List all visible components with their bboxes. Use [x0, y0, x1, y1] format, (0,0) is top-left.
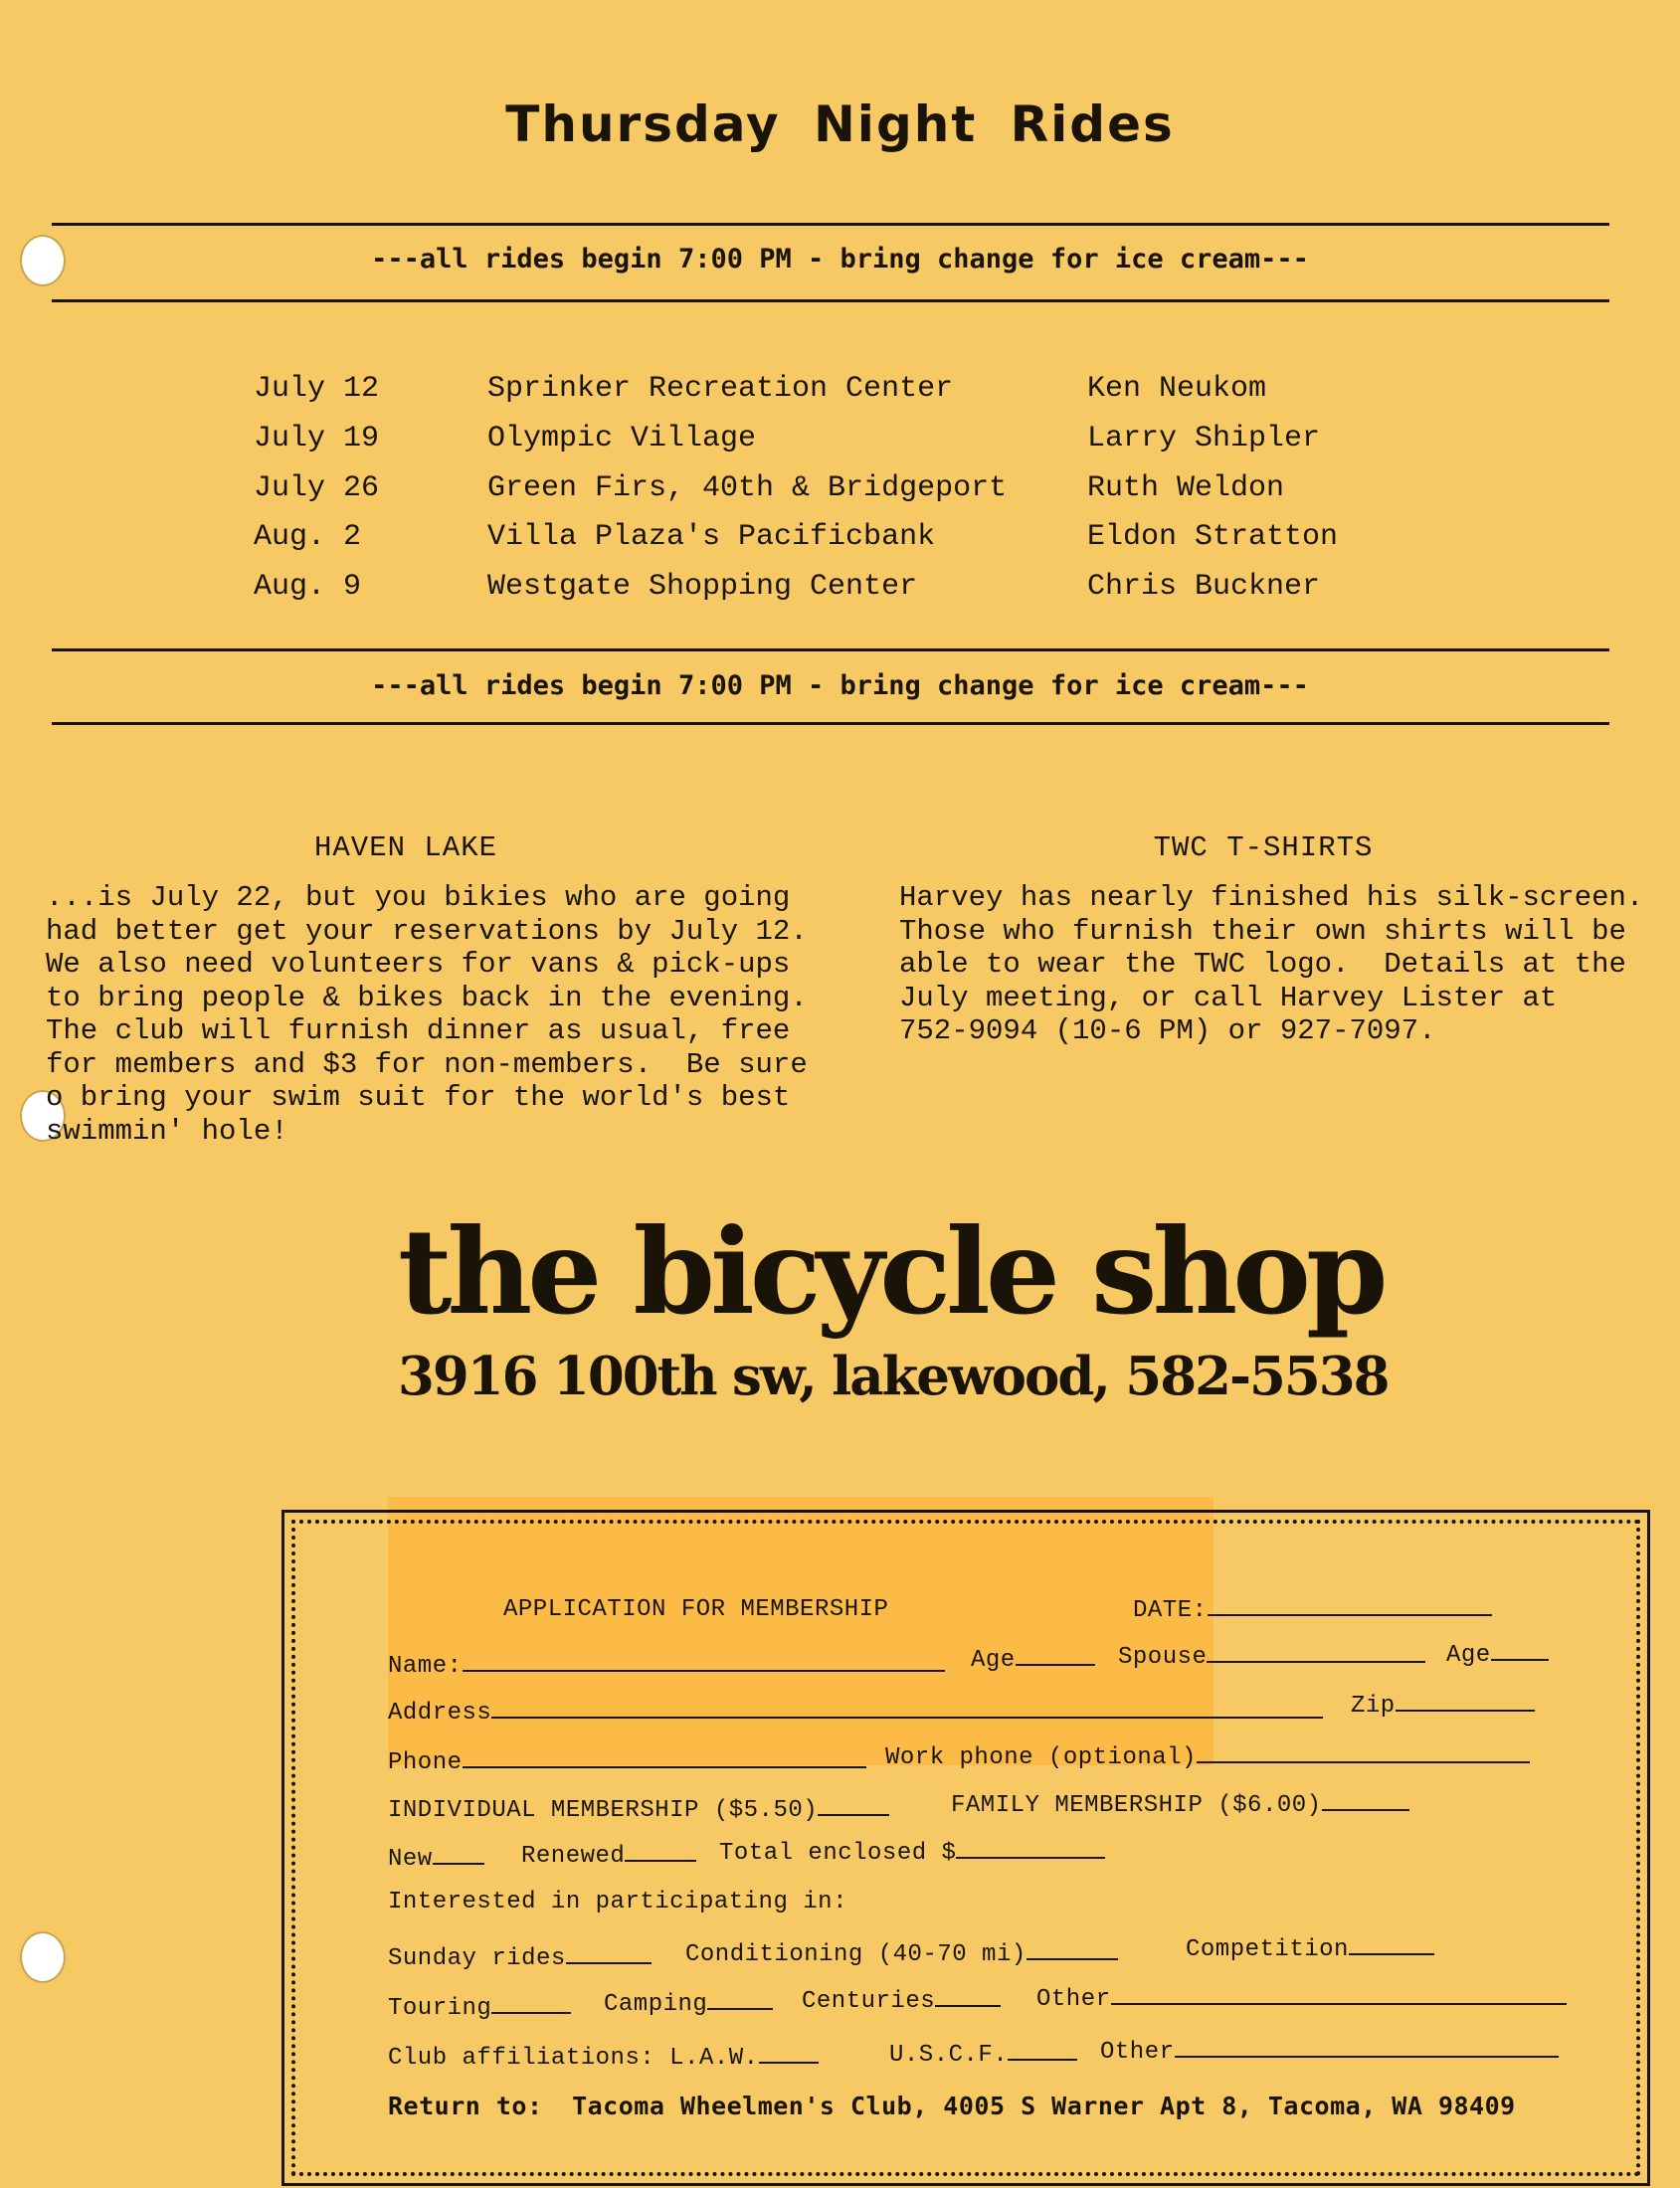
ride-date: July 26 — [254, 471, 380, 505]
return-label: Return to: — [388, 2092, 543, 2120]
spouse-label: Spouse — [1118, 1644, 1208, 1671]
date-label: DATE: — [1133, 1597, 1208, 1624]
haven-lake-heading: HAVEN LAKE — [313, 831, 498, 864]
membership-form — [281, 1510, 1650, 2186]
work-phone-field[interactable] — [885, 1739, 1530, 1771]
ride-date: Aug. 2 — [254, 520, 362, 554]
conditioning-label: Conditioning (40-70 mi) — [685, 1941, 1027, 1968]
work-phone-label: Work phone (optional) — [885, 1744, 1197, 1771]
ride-location: Green Firs, 40th & Bridgeport — [487, 471, 1008, 505]
new-field[interactable] — [388, 1841, 484, 1873]
ride-leader: Eldon Stratton — [1087, 520, 1339, 554]
centuries-field[interactable] — [802, 1983, 1001, 2015]
ride-leader: Larry Shipler — [1087, 422, 1321, 456]
shop-name: the bicycle shop — [398, 1202, 1384, 1341]
club-affiliation-label: Club affiliations: L.A.W. — [388, 2045, 759, 2072]
divider — [52, 299, 1609, 302]
ride-leader: Ken Neukom — [1087, 372, 1267, 406]
address-field[interactable] — [388, 1695, 1323, 1727]
zip-label: Zip — [1351, 1693, 1396, 1720]
individual-membership-label: INDIVIDUAL MEMBERSHIP ($5.50) — [388, 1797, 819, 1824]
name-field[interactable] — [388, 1648, 945, 1680]
page-title: Thursday Night Rides — [505, 95, 1175, 153]
other-affiliation-field[interactable] — [1100, 2034, 1559, 2066]
renewed-label: Renewed — [521, 1843, 626, 1870]
ride-row — [0, 372, 1680, 422]
touring-field[interactable] — [388, 1990, 571, 2022]
ride-banner-top: ---all rides begin 7:00 PM - bring change for ice cream--- — [371, 244, 1309, 274]
club-affiliation-law-field[interactable] — [388, 2040, 819, 2072]
phone-field[interactable] — [388, 1744, 866, 1776]
competition-label: Competition — [1186, 1936, 1349, 1963]
address-label: Address — [388, 1700, 492, 1727]
ride-row — [0, 422, 1680, 471]
divider — [52, 223, 1609, 226]
sunday-rides-field[interactable] — [388, 1940, 652, 1972]
uscf-label: U.S.C.F. — [889, 2042, 1009, 2069]
centuries-label: Centuries — [802, 1988, 936, 2015]
other-interest-field[interactable] — [1036, 1981, 1567, 2013]
conditioning-field[interactable] — [685, 1936, 1118, 1968]
touring-label: Touring — [388, 1995, 492, 2022]
name-label: Name: — [388, 1653, 463, 1680]
spouse-age-field[interactable] — [1446, 1637, 1549, 1669]
family-membership-label: FAMILY MEMBERSHIP ($6.00) — [951, 1792, 1322, 1819]
form-title: APPLICATION FOR MEMBERSHIP — [503, 1596, 889, 1623]
ride-location: Villa Plaza's Pacificbank — [487, 520, 936, 554]
new-label: New — [388, 1846, 433, 1873]
ride-row — [0, 471, 1680, 521]
sunday-rides-label: Sunday rides — [388, 1945, 566, 1972]
ride-row — [0, 520, 1680, 570]
spouse-age-label: Age — [1446, 1642, 1491, 1669]
tshirts-heading: TWC T-SHIRTS — [1153, 831, 1374, 864]
shop-address: 3916 100th sw, lakewood, 582-5538 — [398, 1346, 1389, 1407]
zip-field[interactable] — [1351, 1688, 1535, 1720]
ride-date: July 19 — [254, 422, 380, 456]
competition-field[interactable] — [1186, 1931, 1434, 1963]
ride-date: Aug. 9 — [254, 570, 362, 604]
individual-membership-field[interactable] — [388, 1792, 889, 1824]
return-address: Tacoma Wheelmen's Club, 4005 S Warner Apt 8, Tacoma, WA 98409 — [572, 2092, 1516, 2120]
ride-location: Westgate Shopping Center — [487, 570, 918, 604]
interested-label: Interested in participating in: — [388, 1889, 847, 1915]
ride-leader: Ruth Weldon — [1087, 471, 1285, 505]
total-enclosed-field[interactable] — [719, 1835, 1105, 1867]
camping-field[interactable] — [604, 1986, 773, 2018]
renewed-field[interactable] — [521, 1838, 696, 1870]
other-interest-label: Other — [1036, 1986, 1111, 2013]
date-field[interactable] — [1133, 1592, 1492, 1624]
age-label: Age — [971, 1647, 1016, 1674]
tshirts-body: Harvey has nearly finished his silk-screen. Those who furnish their own shirts will be able to wear the TWC logo. Details at the July meeting, or call Harvey Lister at 752-9094 (10-6 PM) or 927-7097. — [899, 881, 1644, 1047]
divider — [52, 722, 1609, 725]
spouse-field[interactable] — [1118, 1639, 1425, 1671]
age-field[interactable] — [971, 1642, 1095, 1674]
family-membership-field[interactable] — [951, 1787, 1409, 1819]
phone-label: Phone — [388, 1749, 463, 1776]
uscf-field[interactable] — [889, 2037, 1077, 2069]
camping-label: Camping — [604, 1991, 708, 2018]
other-affiliation-label: Other — [1100, 2039, 1175, 2066]
punch-hole-bottom — [20, 1931, 66, 1983]
ride-location: Olympic Village — [487, 422, 757, 456]
ride-date: July 12 — [254, 372, 380, 406]
divider — [52, 648, 1609, 651]
return-address-line — [388, 2092, 1516, 2120]
ride-location: Sprinker Recreation Center — [487, 372, 954, 406]
ride-leader: Chris Buckner — [1087, 570, 1321, 604]
total-enclosed-label: Total enclosed $ — [719, 1840, 957, 1867]
ride-row — [0, 570, 1680, 620]
ride-banner-bottom: ---all rides begin 7:00 PM - bring change for ice cream--- — [371, 670, 1309, 701]
haven-lake-body: ...is July 22, but you bikies who are going had better get your reservations by July 12. We also need volunteers for vans & pick-ups to bring people & bikes back in the evening. The club will furnish dinner as usual, free for members and $3 for non-members. Be sure o bring your swim suit for the world's best swimmin' hole! — [46, 881, 808, 1148]
